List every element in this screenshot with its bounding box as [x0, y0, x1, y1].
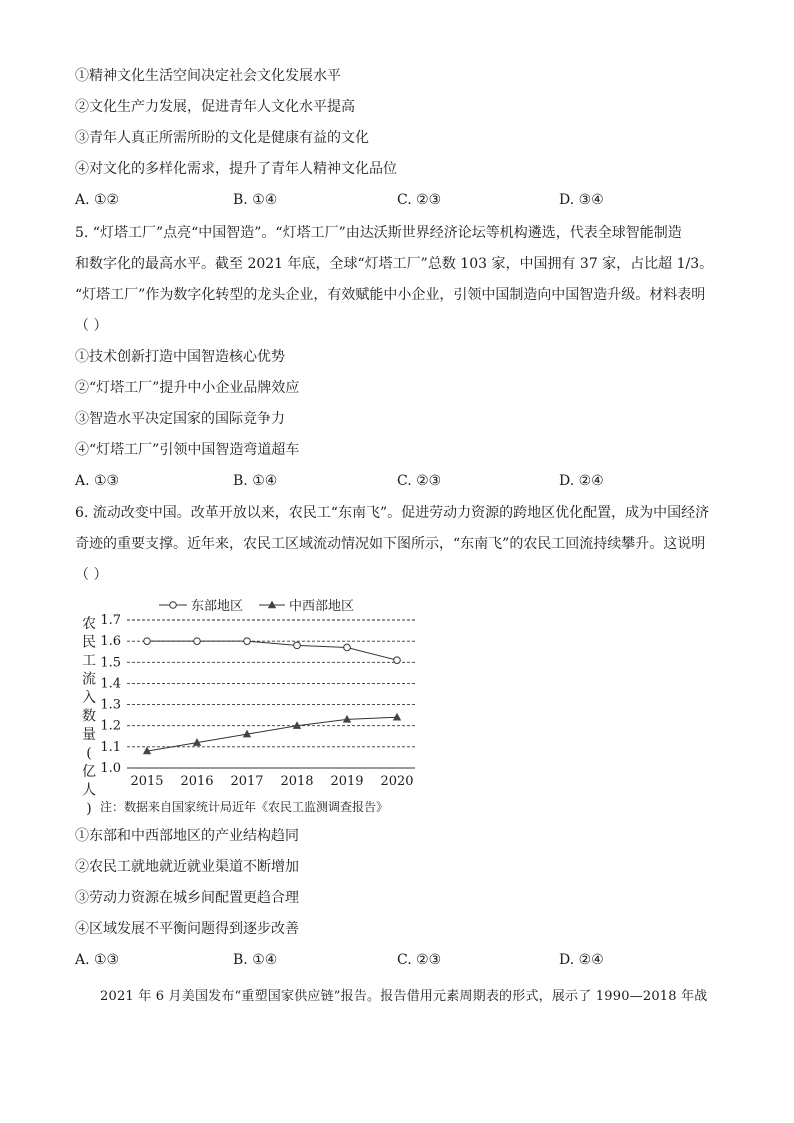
- q6-option-a[interactable]: A. ①③: [75, 952, 120, 968]
- series-1-point-2018: [294, 642, 301, 649]
- series-2-point-2019: [343, 715, 351, 723]
- x-tick-2016: 2016: [180, 774, 214, 789]
- series-1-point-2017: [244, 638, 251, 645]
- q6-item-3: ③劳动力资源在城乡间配置更趋合理: [75, 890, 299, 906]
- series-line-2: [147, 717, 397, 751]
- x-tick-2017: 2017: [230, 774, 264, 789]
- chart-source-note: 注：数据来自国家统计局近年《农民工监测调查报告》: [100, 800, 389, 814]
- y-tick-1.2: 1.2: [100, 718, 121, 734]
- q6-item-1: ①东部和中西部地区的产业结构趋同: [75, 828, 299, 844]
- q4-option-b[interactable]: B. ①④: [233, 192, 278, 208]
- q5-options: [75, 473, 715, 491]
- q4-option-d[interactable]: D. ③④: [559, 192, 604, 208]
- y-tick-1.4: 1.4: [100, 676, 121, 692]
- chart-series: [143, 638, 401, 754]
- q6-option-c[interactable]: C. ②③: [397, 952, 442, 968]
- q5-stem-line-1: 5. “灯塔工厂”点亮“中国智造”。“灯塔工厂”由达沃斯世界经济论坛等机构遴选，代表全球智能制造: [75, 225, 682, 241]
- x-tick-labels: [130, 774, 413, 789]
- q6-stem-line-1: 6. 流动改变中国。改革开放以来，农民工“东南飞”。促进劳动力资源的跨地区优化配置，成为中国经济: [75, 505, 710, 521]
- y-axis-label-text: 农民工流入数量(亿人): [82, 616, 96, 817]
- y-tick-1.5: 1.5: [100, 655, 121, 671]
- q5-answer-blank: （ ）: [75, 318, 108, 334]
- legend-label-1: 东部地区: [191, 599, 244, 614]
- y-tick-1.0: 1.0: [100, 761, 121, 776]
- q5-stem-line-3: “灯塔工厂”作为数字化转型的龙头企业，有效赋能中小企业，引领中国制造向中国智造升级。材料表明: [75, 287, 706, 303]
- q5-option-d[interactable]: D. ②④: [559, 473, 604, 489]
- series-1-point-2020: [394, 657, 401, 664]
- q6-option-b[interactable]: B. ①④: [233, 952, 278, 968]
- q4-item-2: ②文化生产力发展，促进青年人文化水平提高: [75, 99, 355, 115]
- q6-option-d[interactable]: D. ②④: [559, 952, 604, 968]
- q6-item-4: ④区域发展不平衡问题得到逐步改善: [75, 921, 299, 937]
- x-tick-2020: 2020: [380, 774, 414, 789]
- q4-option-c[interactable]: C. ②③: [397, 192, 442, 208]
- y-tick-1.3: 1.3: [100, 697, 121, 713]
- x-tick-2019: 2019: [330, 774, 364, 789]
- q6-options: [75, 952, 715, 970]
- q6-item-2: ②农民工就地就近就业渠道不断增加: [75, 859, 299, 875]
- y-tick-1.1: 1.1: [100, 739, 121, 755]
- series-1-point-2015: [144, 638, 151, 645]
- legend-marker-1: [170, 602, 177, 609]
- legend-label-2: 中西部地区: [289, 599, 355, 614]
- y-tick-labels: [100, 613, 121, 776]
- q4-item-3: ③青年人真正所需所盼的文化是健康有益的文化: [75, 130, 369, 146]
- q5-item-1: ①技术创新打造中国智造核心优势: [75, 349, 285, 365]
- q4-item-4: ④对文化的多样化需求，提升了青年人精神文化品位: [75, 161, 397, 177]
- q5-item-4: ④“灯塔工厂”引领中国智造弯道超车: [75, 442, 300, 458]
- series-line-1: [147, 641, 397, 660]
- q5-option-a[interactable]: A. ①③: [75, 473, 120, 489]
- chart-gridlines: [127, 620, 415, 768]
- x-tick-2015: 2015: [130, 774, 164, 789]
- y-axis-label: [82, 616, 96, 817]
- y-tick-1.7: 1.7: [100, 613, 121, 628]
- q4-item-1: ①精神文化生活空间决定社会文化发展水平: [75, 68, 341, 84]
- legend-marker-2: [268, 601, 276, 609]
- y-tick-1.6: 1.6: [100, 634, 121, 650]
- q5-option-b[interactable]: B. ①④: [233, 473, 278, 489]
- series-1-point-2019: [344, 644, 351, 651]
- next-question-intro: 2021 年 6 月美国发布“重塑国家供应链”报告。报告借用元素周期表的形式，展示了 1990—2018 年战: [100, 989, 708, 1004]
- q5-stem-line-2: 和数字化的最高水平。截至 2021 年底，全球“灯塔工厂”总数 103 家，中国拥有 37 家，占比超 1/3。: [75, 256, 714, 272]
- q5-item-2: ②“灯塔工厂”提升中小企业品牌效应: [75, 380, 300, 396]
- q6-answer-blank: （ ）: [75, 567, 108, 583]
- q4-option-a[interactable]: A. ①②: [75, 192, 120, 208]
- q4-options: [75, 192, 715, 210]
- q6-stem-line-2: 奇迹的重要支撑。近年来，农民工区域流动情况如下图所示，“东南飞”的农民工回流持续攀升。这说明: [75, 536, 706, 552]
- chart-legend: [159, 598, 354, 614]
- q5-option-c[interactable]: C. ②③: [397, 473, 442, 489]
- series-1-point-2016: [194, 638, 201, 645]
- q5-item-3: ③智造水平决定国家的国际竞争力: [75, 411, 285, 427]
- series-2-point-2020: [393, 713, 401, 721]
- x-tick-2018: 2018: [280, 774, 314, 789]
